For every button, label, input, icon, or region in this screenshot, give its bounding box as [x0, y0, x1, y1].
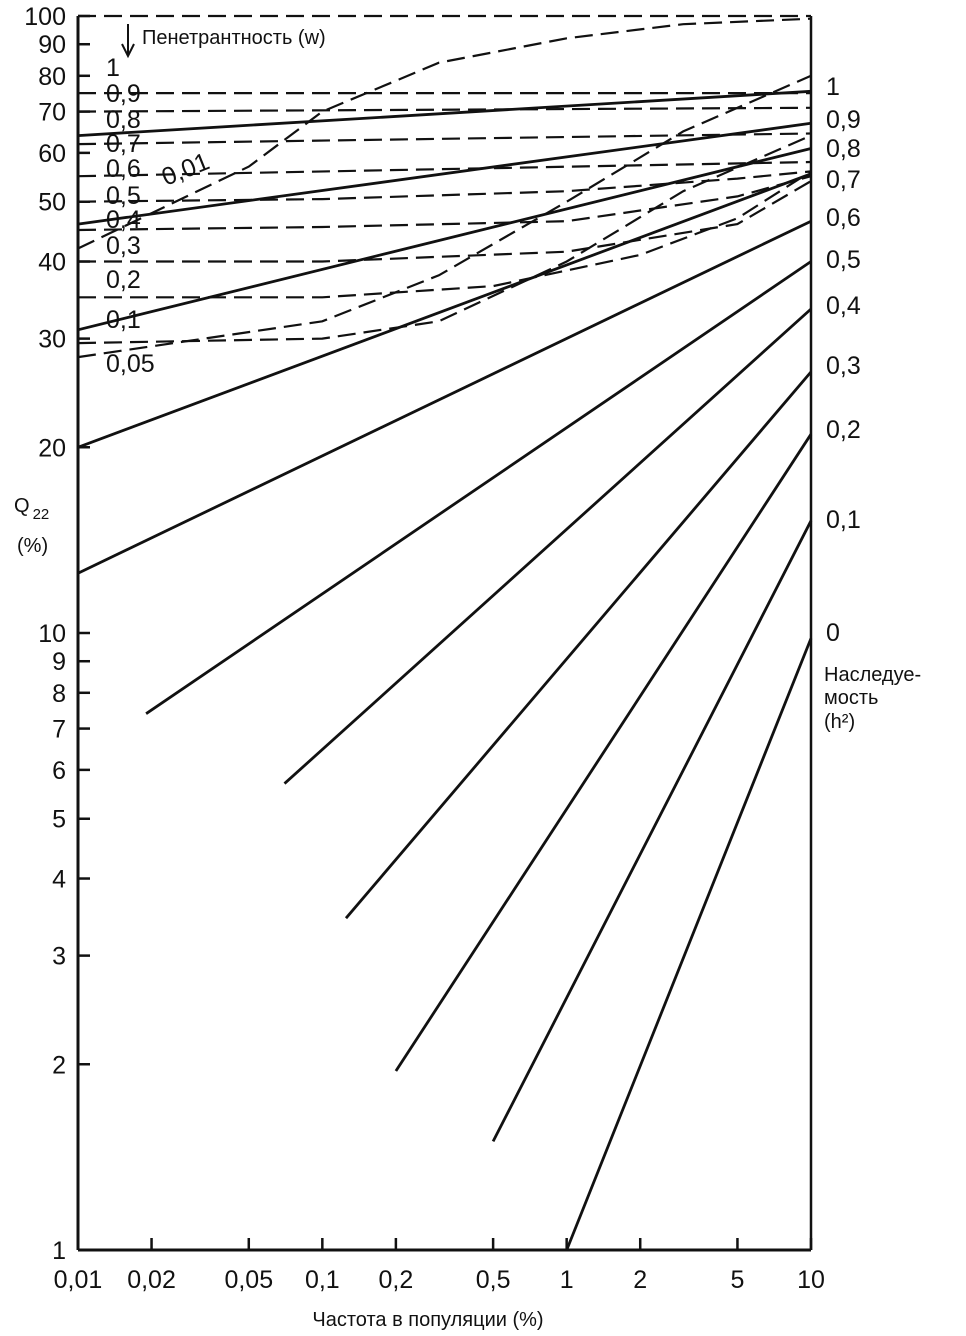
y-axis-title: Q $_{22}$ [14, 495, 50, 523]
y-tick-label-100: 100 [24, 3, 66, 31]
heritability-lines [78, 91, 811, 1250]
heritability-line-0-3 [346, 372, 811, 918]
penetrance-curves [78, 16, 811, 357]
y-tick-label-1: 1 [52, 1237, 66, 1265]
heritability-label-0-1: 0,1 [826, 506, 861, 534]
y-tick-label-60: 60 [38, 139, 66, 168]
x-tick-label-0-05: 0,05 [224, 1266, 274, 1294]
penetrance-label-0-01: 0,01 [157, 147, 214, 192]
penetrance-label-0-3: 0,3 [106, 232, 141, 260]
penetrance-label-0-1: 0,1 [106, 306, 141, 334]
penetrance-label-0-4: 0,4 [106, 206, 141, 234]
heritability-label-0-8: 0,8 [826, 135, 861, 163]
x-tick-label-0-02: 0,02 [127, 1266, 176, 1294]
y-tick-label-70: 70 [38, 98, 66, 127]
heritability-line-0-1 [493, 521, 811, 1142]
heritability-line-0-2 [396, 434, 811, 1071]
penetrance-label-0-8: 0,8 [106, 106, 141, 134]
penetrance-label-0-9: 0,9 [106, 80, 141, 108]
penetrance-label-0-6: 0,6 [106, 155, 141, 183]
x-tick-label-2: 2 [633, 1266, 648, 1294]
y-tick-label-50: 50 [38, 188, 66, 217]
penetrance-curve-0-8 [78, 108, 811, 112]
penetrance-label-0-5: 0,5 [106, 182, 141, 210]
y-axis-title-sub: 22 [32, 506, 50, 523]
down-arrow-icon [122, 24, 134, 56]
x-tick-label-1: 1 [559, 1266, 574, 1294]
y-tick-label-30: 30 [38, 325, 66, 354]
y-tick-label-4: 4 [52, 865, 66, 894]
heritability-label-0-4: 0,4 [826, 292, 861, 320]
heritability-line-0-6 [78, 221, 811, 573]
x-tick-label-0-1: 0,1 [304, 1266, 340, 1294]
y-tick-label-6: 6 [52, 756, 66, 785]
heritability-label-0-2: 0,2 [826, 416, 861, 444]
y-tick-label-2: 2 [52, 1051, 66, 1080]
labels [14, 24, 921, 1331]
heritability-title-line1: Наследуе- [824, 664, 922, 686]
x-tick-label-0-01: 0,01 [53, 1266, 103, 1294]
heritability-line-0-4 [285, 309, 812, 784]
y-tick-label-90: 90 [38, 31, 66, 60]
heritability-label-0-9: 0,9 [826, 106, 861, 134]
heritability-title-line2: мость [824, 687, 879, 709]
heritability-label-0-5: 0,5 [826, 246, 861, 274]
y-tick-label-9: 9 [52, 648, 66, 677]
x-tick-label-10: 10 [797, 1266, 825, 1294]
y-tick-label-5: 5 [52, 805, 66, 834]
penetrance-label-0-2: 0,2 [106, 266, 141, 294]
penetrance-label-0-7: 0,7 [106, 130, 141, 158]
y-tick-label-3: 3 [52, 942, 66, 971]
heritability-label-0: 0 [826, 619, 840, 647]
y-tick-label-40: 40 [38, 248, 66, 277]
heritability-line-0 [567, 638, 811, 1250]
heritability-title-line3: (h²) [824, 711, 856, 733]
y-tick-label-80: 80 [38, 62, 66, 91]
y-tick-label-7: 7 [52, 715, 66, 744]
x-tick-label-0-2: 0,2 [378, 1266, 414, 1294]
heritability-label-0-6: 0,6 [826, 204, 861, 232]
heritability-label-1: 1 [826, 73, 840, 101]
heritability-label-0-7: 0,7 [826, 166, 861, 194]
y-axis-unit: (%) [17, 535, 49, 557]
heritability-label-0-3: 0,3 [826, 352, 861, 380]
penetrance-label-0-05: 0,05 [106, 350, 155, 378]
penetrance-title: Пенетрантность (w) [142, 27, 326, 49]
penetrance-curve-0-3 [78, 181, 811, 261]
x-tick-label-5: 5 [730, 1266, 745, 1294]
penetrance-curve-0-2 [78, 171, 811, 297]
x-tick-label-0-5: 0,5 [475, 1266, 511, 1294]
penetrance-label-1: 1 [106, 54, 120, 82]
x-axis-title: Частота в популяции (%) [312, 1309, 544, 1331]
y-tick-label-10: 10 [38, 620, 66, 648]
heritability-line-1 [78, 91, 811, 135]
y-tick-label-8: 8 [52, 679, 66, 708]
y-tick-label-20: 20 [38, 434, 66, 463]
penetrance-curve-0-05 [78, 76, 811, 357]
